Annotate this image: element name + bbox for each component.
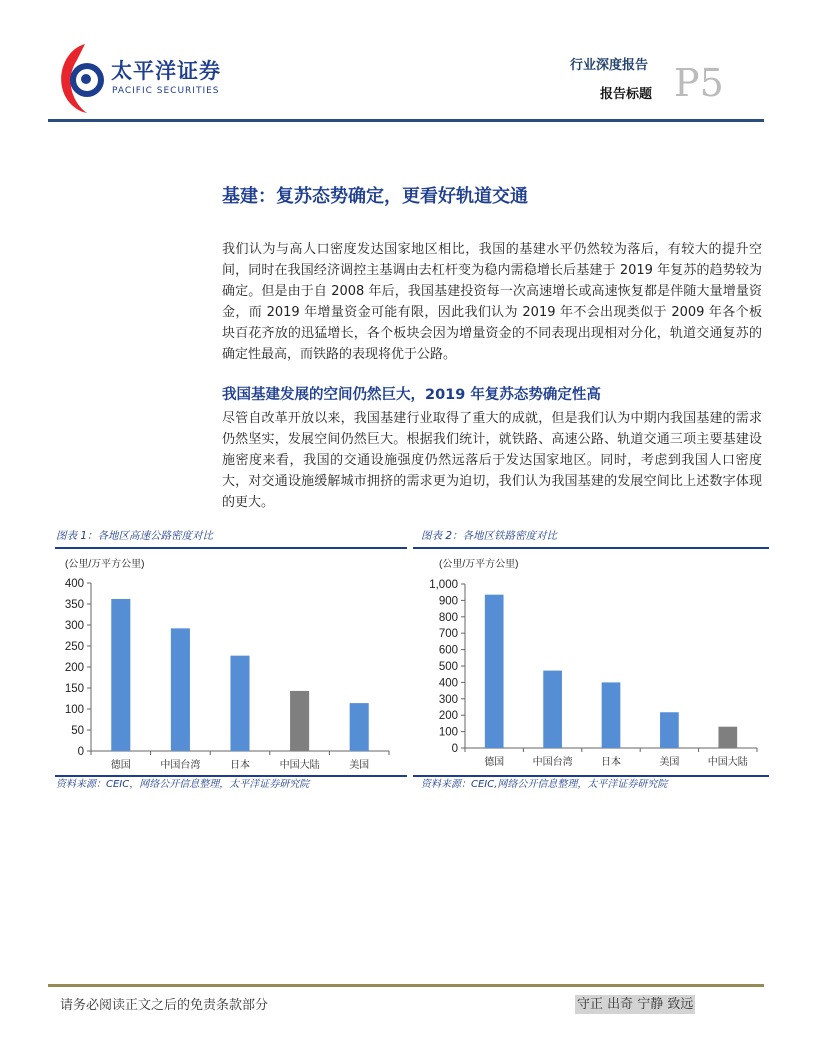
y-tick-label: 100 (438, 726, 458, 739)
bar-3 (660, 712, 679, 748)
y-axis-label: (公里/万平方公里) (65, 559, 145, 570)
bar-0 (111, 599, 130, 751)
y-tick-label: 300 (438, 693, 458, 706)
y-tick-label: 700 (438, 628, 458, 641)
bar-1 (171, 628, 190, 751)
y-tick-label: 800 (438, 611, 458, 624)
y-tick-label: 400 (438, 677, 458, 690)
bar-3 (290, 691, 309, 751)
chart-2-block (413, 530, 769, 792)
chart-1-block (55, 530, 407, 792)
x-tick-label: 中国大陆 (707, 757, 748, 768)
x-tick-label: 中国台湾 (160, 760, 201, 771)
main-content (0, 185, 816, 792)
y-tick-label: 200 (64, 662, 84, 674)
y-tick-label: 350 (64, 599, 84, 611)
y-tick-label: 50 (71, 725, 84, 737)
x-tick-label: 美国 (349, 760, 370, 771)
report-title: 报告标题 (600, 87, 653, 102)
y-tick-label: 0 (451, 743, 458, 755)
header-divider (48, 119, 764, 122)
footer-motto: 守正 出奇 宁静 致远 (577, 997, 694, 1012)
bar-4 (350, 703, 369, 751)
chart-2 (413, 551, 769, 773)
x-tick-label: 中国大陆 (279, 760, 320, 771)
x-tick-label: 中国台湾 (532, 757, 573, 768)
y-tick-label: 1,000 (429, 579, 458, 591)
x-tick-label: 日本 (230, 760, 250, 771)
y-tick-label: 200 (438, 710, 458, 723)
footer-divider (48, 984, 764, 987)
company-name-cn: 太平洋证券 (111, 59, 221, 83)
chart-1-source: 资料来源：CEIC，网络公开信息整理，太平洋证券研究院 (56, 779, 310, 790)
y-tick-label: 150 (64, 683, 84, 695)
x-tick-label: 日本 (601, 757, 621, 768)
y-axis-label: (公里/万平方公里) (439, 559, 519, 570)
paragraph-2: 尽管自改革开放以来，我国基建行业取得了重大的成就，但是我们认为中期内我国基建的需求仍然坚实，发展空间仍然巨大。根据我们统计，就铁路、高速公路、轨道交通三项主要基建设施密度来看，我国的交通设施强度仍然远落后于发达国家地区。同时，考虑到我国人口密度大，对交通设施缓解城市拥挤的需求更为迫切，我们认为我国基建的发展空间比上述数字体现的更大。 (222, 411, 762, 510)
chart-1-title: 图表 1：各地区高速公路密度对比 (56, 530, 214, 542)
bar-4 (718, 727, 737, 748)
y-tick-label: 900 (438, 595, 458, 608)
chart-2-top-rule (413, 547, 769, 549)
chart-1 (55, 551, 407, 773)
y-tick-label: 400 (64, 578, 84, 590)
y-tick-label: 600 (438, 644, 458, 657)
y-tick-label: 100 (64, 704, 84, 716)
chart-2-source: 资料来源：CEIC,网络公开信息整理，太平洋证券研究院 (421, 779, 668, 790)
x-tick-label: 德国 (110, 760, 131, 771)
footer-disclaimer: 请务必阅读正文之后的免责条款部分 (60, 998, 269, 1013)
x-tick-label: 德国 (484, 757, 505, 768)
chart-1-bottom-rule (55, 775, 407, 777)
bar-1 (543, 671, 562, 748)
y-tick-label: 500 (438, 661, 458, 673)
x-tick-label: 美国 (659, 757, 680, 768)
section-title: 基建：复苏态势确定，更看好轨道交通 (222, 186, 528, 207)
bar-2 (602, 682, 621, 748)
charts-row (0, 530, 816, 792)
y-tick-label: 0 (77, 746, 84, 758)
y-tick-label: 300 (64, 620, 84, 632)
subheading: 我国基建发展的空间仍然巨大，2019 年复苏态势确定性高 (222, 387, 601, 403)
report-type: 行业深度报告 (570, 58, 649, 73)
bar-0 (485, 595, 504, 748)
page-number: P5 (674, 61, 724, 105)
company-name-en: PACIFIC SECURITIES (112, 86, 220, 96)
y-tick-label: 250 (64, 641, 84, 653)
company-logo-icon (55, 42, 111, 114)
chart-2-title: 图表 2：各地区铁路密度对比 (421, 530, 558, 542)
chart-1-top-rule (55, 547, 407, 549)
paragraph-1: 我们认为与高人口密度发达国家地区相比，我国的基建水平仍然较为落后，有较大的提升空间，同时在我国经济调控主基调由去杠杆变为稳内需稳增长后基建于 2019 年复苏的趋势较为确定。但是由于自 2008 年后，我国基建投资每一次高速增长或高速恢复都是伴随大量增量资金，而 2019 年增量资金可能有限，因此我们认为 2019 年不会出现类似于 2009 年各个板块百花齐放的迅猛增长，各个板块会因为增量资金的不同表现出现相对分化，轨道交通复苏的确定性最高，而铁路的表现将优于公路。 (222, 242, 762, 362)
chart-2-bottom-rule (413, 775, 769, 777)
bar-2 (230, 656, 249, 751)
